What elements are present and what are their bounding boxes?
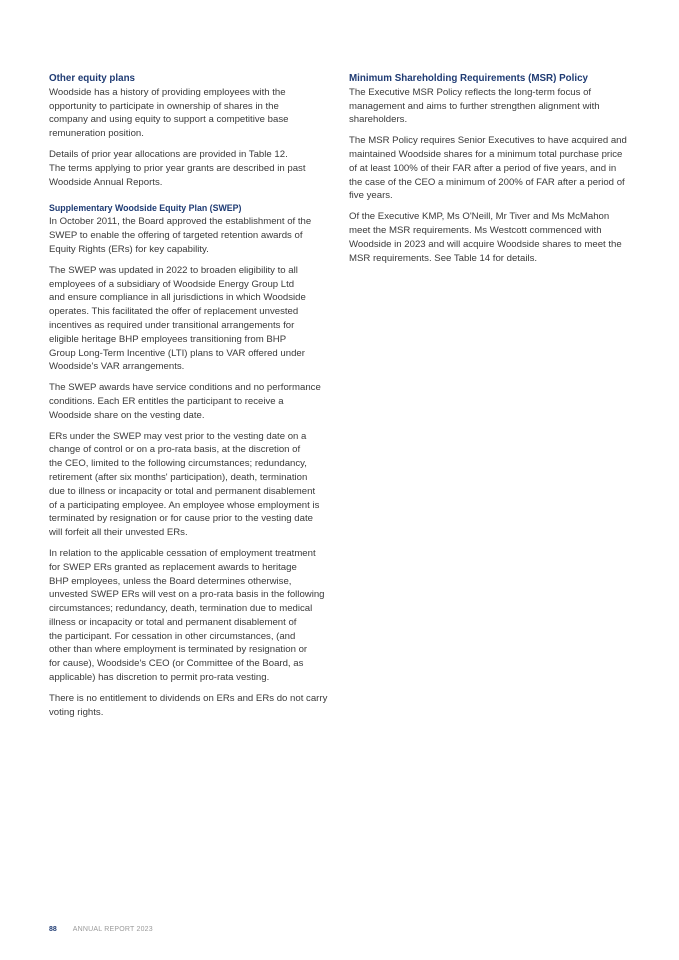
- other-equity-plans-heading: Other equity plans: [49, 73, 136, 84]
- report-name: ANNUAL REPORT 2023: [72, 926, 153, 933]
- paragraph: The Executive MSR Policy reflects the long-term focus of management and aims to further strengthen alignment with shareholders.: [349, 86, 600, 126]
- page-number: 88: [49, 926, 57, 933]
- msr-policy-heading: Minimum Shareholding Requirements (MSR) Policy: [349, 73, 588, 84]
- left-column: [49, 72, 333, 726]
- paragraph: Woodside has a history of providing employees with the opportunity to participate in ownership of shares in the company and using equity to support a competitive base remuneration position.: [49, 86, 289, 140]
- paragraph: ERs under the SWEP may vest prior to the vesting date on a change of control or on a pro-rata basis, at the discretion of the CEO, limited to the following circumstances; redundancy, retirement (after six months' participation), death, termination due to illness or incapacity or total and permanent disablement of a participating employee. An employee whose employment is terminated by resignation or for cause prior to the vesting date will forfeit all their unvested ERs.: [49, 430, 320, 539]
- paragraph: The MSR Policy requires Senior Executives to have acquired and maintained Woodside shares for a minimum total purchase price of at least 100% of their FAR after a period of five years, and in the case of the CEO a minimum of 200% of FAR after a period of five years.: [349, 135, 627, 202]
- paragraph: The SWEP awards have service conditions and no performance conditions. Each ER entitles the participant to receive a Woodside share on the vesting date.: [49, 382, 321, 421]
- paragraph: Details of prior year allocations are provided in Table 12. The terms applying to prior year grants are described in past Woodside Annual Reports.: [49, 148, 306, 188]
- paragraph: In October 2011, the Board approved the establishment of the SWEP to enable the offering of targeted retention awards of Equity Rights (ERs) for key capability.: [49, 216, 312, 255]
- paragraph: The SWEP was updated in 2022 to broaden eligibility to all employees of a subsidiary of Woodside Energy Group Ltd and ensure compliance in all jurisdictions in which Woodside operates. This facilitated the offer of replacement unvested incentives as required under transitional arrangements for eligible heritage BHP employees transitioning from BHP Group Long-Term Incentive (LTI) plans to VAR offered under Woodside's VAR arrangements.: [49, 264, 306, 373]
- swep-subheading: Supplementary Woodside Equity Plan (SWEP): [49, 203, 242, 214]
- right-column: [349, 72, 633, 272]
- paragraph: There is no entitlement to dividends on ERs and ERs do not carry voting rights.: [49, 692, 328, 718]
- page-footer: [49, 925, 153, 935]
- paragraph: In relation to the applicable cessation of employment treatment for SWEP ERs granted as replacement awards to heritage BHP employees, unless the Board determines otherwise, unvested SWEP ERs will vest on a pro-rata basis in the following circumstances; redundancy, death, termination due to medical illness or incapacity or total and permanent disablement of the participant. For cessation in other circumstances, (and other than where employment is terminated by resignation or for cause), Woodside's CEO (or Committee of the Board, as applicable) has discretion to permit pro-rata vesting.: [49, 547, 325, 684]
- paragraph: Of the Executive KMP, Ms O'Neill, Mr Tiver and Ms McMahon meet the MSR requirements. Ms Westcott commenced with Woodside in 2023 and will acquire Woodside shares to meet the MSR requirements. See Table 14 for details.: [349, 211, 622, 264]
